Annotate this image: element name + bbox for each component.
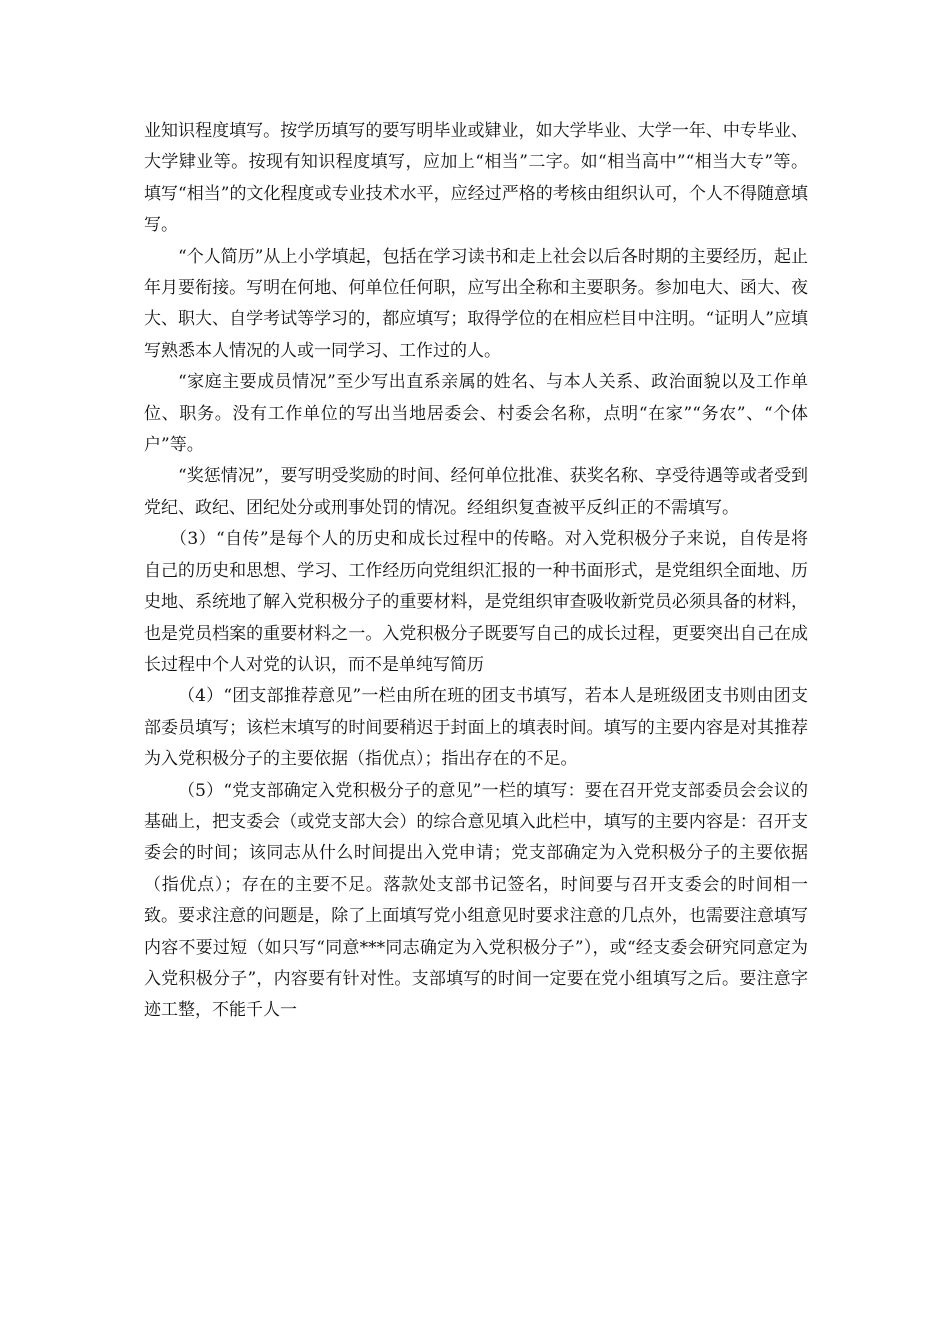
document-page	[144, 116, 808, 1027]
paragraph-party-branch-opinion: （5）“党支部确定入党积极分子的意见”一栏的填写：要在召开党支部委员会会议的基础上，把支委会（或党支部大会）的综合意见填入此栏中，填写的主要内容是：召开支委会的时间；该同志从什么时间提出入党申请；党支部确定为入党积极分子的主要依据（指优点）；存在的主要不足。落款处支部书记签名，时间要与召开支委会的时间相一致。要求注意的问题是，除了上面填写党小组意见时要求注意的几点外，也需要注意填写内容不要过短（如只写“同意***同志确定为入党积极分子”），或“经支委会研究同意定为入党积极分子”，内容要有针对性。支部填写的时间一定要在党小组填写之后。要注意字迹工整，不能千人一	[144, 780, 808, 1021]
paragraph-rewards-punishments: “奖惩情况”，要写明受奖励的时间、经何单位批准、获奖名称、享受待遇等或者受到党纪、政纪、团纪处分或刑事处罚的情况。经组织复查被平反纠正的不需填写。	[144, 466, 808, 518]
paragraph-personal-resume: “个人简历”从上小学填起，包括在学习读书和走上社会以后各时期的主要经历，起止年月要衔接。写明在何地、何单位任何职，应写出全称和主要职务。参加电大、函大、夜大、职大、自学考试等学习的，都应填写；取得学位的在相应栏目中注明。“证明人”应填写熟悉本人情况的人或一同学习、工作过的人。	[144, 246, 808, 361]
paragraph-league-branch-opinion: （4）“团支部推荐意见”一栏由所在班的团支书填写，若本人是班级团支书则由团支部委员填写；该栏末填写的时间要稍迟于封面上的填表时间。填写的主要内容是对其推荐为入党积极分子的主要依据（指优点）；指出存在的不足。	[144, 686, 808, 770]
paragraph-autobiography: （3）“自传”是每个人的历史和成长过程中的传略。对入党积极分子来说，自传是将自己的历史和思想、学习、工作经历向党组织汇报的一种书面形式，是党组织全面地、历史地、系统地了解入党积极分子的重要材料，是党组织审查吸收新党员必须具备的材料，也是党员档案的重要材料之一。入党积极分子既要写自己的成长过程，更要突出自己在成长过程中个人对党的认识，而不是单纯写简历	[144, 529, 808, 675]
paragraph-education-level: 业知识程度填写。按学历填写的要写明毕业或肄业，如大学毕业、大学一年、中专毕业、大学肄业等。按现有知识程度填写，应加上“相当”二字。如“相当高中”“相当大专”等。填写“相当”的文化程度或专业技术水平，应经过严格的考核由组织认可，个人不得随意填写。	[144, 121, 808, 236]
paragraph-family-members: “家庭主要成员情况”至少写出直系亲属的姓名、与本人关系、政治面貌以及工作单位、职务。没有工作单位的写出当地居委会、村委会名称，点明“在家”“务农”、“个体户”等。	[144, 372, 808, 456]
